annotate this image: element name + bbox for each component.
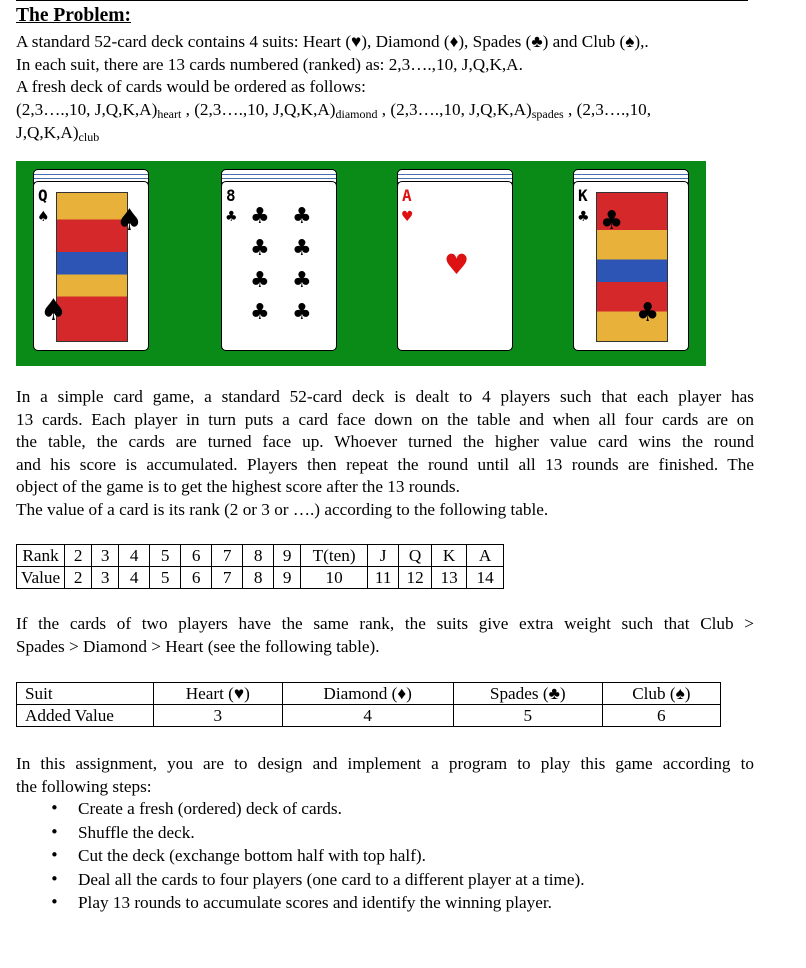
- heart-icon: ♥: [401, 209, 414, 225]
- rank-cell: 3: [92, 545, 119, 567]
- rank-cell: J: [368, 545, 399, 567]
- king-of-clubs-card: [573, 181, 689, 351]
- club-icon: ♣: [250, 300, 270, 325]
- rank-cell: 9: [274, 545, 301, 567]
- sub-heart: heart: [157, 106, 182, 121]
- top-rule: [16, 0, 748, 1]
- value-cell: 8: [243, 567, 274, 589]
- club-icon: ♣: [225, 209, 238, 225]
- rank-cell: 4: [119, 545, 150, 567]
- club-icon: ♣: [250, 236, 270, 261]
- added-value-cell: 4: [282, 705, 453, 727]
- queen-of-spades-card: [33, 181, 149, 351]
- value-cell: 3: [92, 567, 119, 589]
- intro-line-3: A fresh deck of cards would be ordered as follows:: [16, 77, 366, 97]
- rank-cell: K: [432, 545, 467, 567]
- rank-cell: A: [467, 545, 504, 567]
- order-club-end: J,Q,K,A): [16, 123, 79, 143]
- sub-spades: spades: [531, 106, 564, 121]
- game-description-line: In a simple card game, a standard 52-card deck is dealt to 4 players such that each player has: [16, 387, 754, 406]
- rank-cell: 7: [212, 545, 243, 567]
- added-value-cell: 3: [154, 705, 283, 727]
- suit-cell: Spades (♣): [453, 683, 602, 705]
- list-item: • Play 13 rounds to accumulate scores and identify the winning player.: [16, 891, 585, 915]
- value-cell: 7: [212, 567, 243, 589]
- deck-order-line-2: [16, 122, 754, 146]
- value-cell: 9: [274, 567, 301, 589]
- value-cell: 13: [432, 567, 467, 589]
- order-heart: (2,3….,10, J,Q,K,A): [16, 99, 158, 119]
- suit-cell: Club (♠): [602, 683, 720, 705]
- sub-club: club: [78, 130, 100, 145]
- deck-order-line: [16, 99, 754, 123]
- added-value-cell: 5: [453, 705, 602, 727]
- spade-icon: ♠: [116, 203, 143, 238]
- game-description-line: 13 cards. Each player in turn puts a card face down on the table and when all four cards are on: [16, 409, 754, 429]
- eight-of-clubs-card: [221, 181, 337, 351]
- assignment-paragraph: [16, 753, 754, 798]
- club-icon: ♣: [577, 209, 590, 225]
- list-item: • Deal all the cards to four players (one card to a different player at a time).: [16, 868, 585, 892]
- tie-rule-line: If the cards of two players have the same rank, the suits give extra weight such that Club >: [16, 614, 754, 633]
- suit-value-table: [16, 682, 721, 727]
- suit-cell: Heart (♥): [154, 683, 283, 705]
- value-cell: 5: [150, 567, 181, 589]
- list-item: • Cut the deck (exchange bottom half with top half).: [16, 844, 585, 868]
- table-row: [17, 705, 721, 727]
- steps-list: [16, 797, 585, 915]
- game-description: [16, 386, 754, 522]
- list-item: • Shuffle the deck.: [16, 821, 585, 845]
- sub-diamond: diamond: [335, 106, 378, 121]
- solitaire-image: [16, 161, 706, 366]
- club-icon: ♣: [600, 206, 624, 236]
- row-label-rank: Rank: [17, 545, 65, 567]
- club-icon: ♣: [292, 268, 312, 293]
- value-cell: 14: [467, 567, 504, 589]
- game-description-line: The value of a card is its rank (2 or 3 or ….) according to the following table.: [16, 499, 549, 519]
- tie-rule-paragraph: [16, 613, 754, 658]
- value-cell: 2: [65, 567, 92, 589]
- row-label-suit: Suit: [17, 683, 154, 705]
- rank-cell: 8: [243, 545, 274, 567]
- rank-cell: Q: [399, 545, 432, 567]
- card-rank: 8: [226, 186, 236, 205]
- game-description-line: and his score is accumulated. Players then repeat the round until all 13 rounds are finished. The: [16, 454, 754, 474]
- value-cell: 4: [119, 567, 150, 589]
- row-label-added-value: Added Value: [17, 705, 154, 727]
- spade-icon: ♠: [37, 209, 50, 225]
- assignment-line: In this assignment, you are to design and implement a program to play this game according to: [16, 754, 754, 773]
- club-icon: ♣: [292, 300, 312, 325]
- club-icon: ♣: [292, 204, 312, 229]
- heart-icon: ♥: [444, 248, 470, 281]
- table-row: [17, 567, 504, 589]
- club-icon: ♣: [250, 204, 270, 229]
- added-value-cell: 6: [602, 705, 720, 727]
- card-rank: Q: [38, 186, 48, 205]
- club-icon: ♣: [250, 268, 270, 293]
- order-diamond: , (2,3….,10, J,Q,K,A): [181, 99, 336, 119]
- intro-paragraph: [16, 31, 754, 146]
- club-icon: ♣: [292, 236, 312, 261]
- row-label-value: Value: [17, 567, 65, 589]
- table-row: [17, 683, 721, 705]
- value-cell: 10: [301, 567, 368, 589]
- club-icon: ♣: [636, 298, 660, 328]
- order-club-start: , (2,3….,10,: [563, 99, 652, 119]
- rank-cell: 2: [65, 545, 92, 567]
- page-title: The Problem:: [16, 5, 132, 26]
- card-rank: A: [402, 186, 412, 205]
- game-description-line: object of the game is to get the highest score after the 13 rounds.: [16, 477, 460, 497]
- suit-cell: Diamond (♦): [282, 683, 453, 705]
- rank-cell: 6: [181, 545, 212, 567]
- value-cell: 11: [368, 567, 399, 589]
- ace-of-hearts-card: [397, 181, 513, 351]
- spade-icon: ♠: [40, 293, 67, 328]
- game-description-line: the table, the cards are turned face up. Whoever turned the higher value card wins the round: [16, 432, 754, 452]
- card-rank: K: [578, 186, 588, 205]
- rank-cell: T(ten): [301, 545, 368, 567]
- value-cell: 6: [181, 567, 212, 589]
- intro-line-1: A standard 52-card deck contains 4 suits: Heart (♥), Diamond (♦), Spades (♣) and Club (♠),.: [16, 32, 649, 51]
- intro-line-2: In each suit, there are 13 cards numbered (ranked) as: 2,3….,10, J,Q,K,A.: [16, 54, 523, 74]
- list-item: • Create a fresh (ordered) deck of cards.: [16, 797, 585, 821]
- order-spades: , (2,3….,10, J,Q,K,A): [377, 99, 532, 119]
- value-cell: 12: [399, 567, 432, 589]
- rank-value-table: [16, 544, 504, 589]
- table-row: [17, 545, 504, 567]
- assignment-line: the following steps:: [16, 776, 152, 796]
- tie-rule-line: Spades > Diamond > Heart (see the following table).: [16, 636, 380, 656]
- rank-cell: 5: [150, 545, 181, 567]
